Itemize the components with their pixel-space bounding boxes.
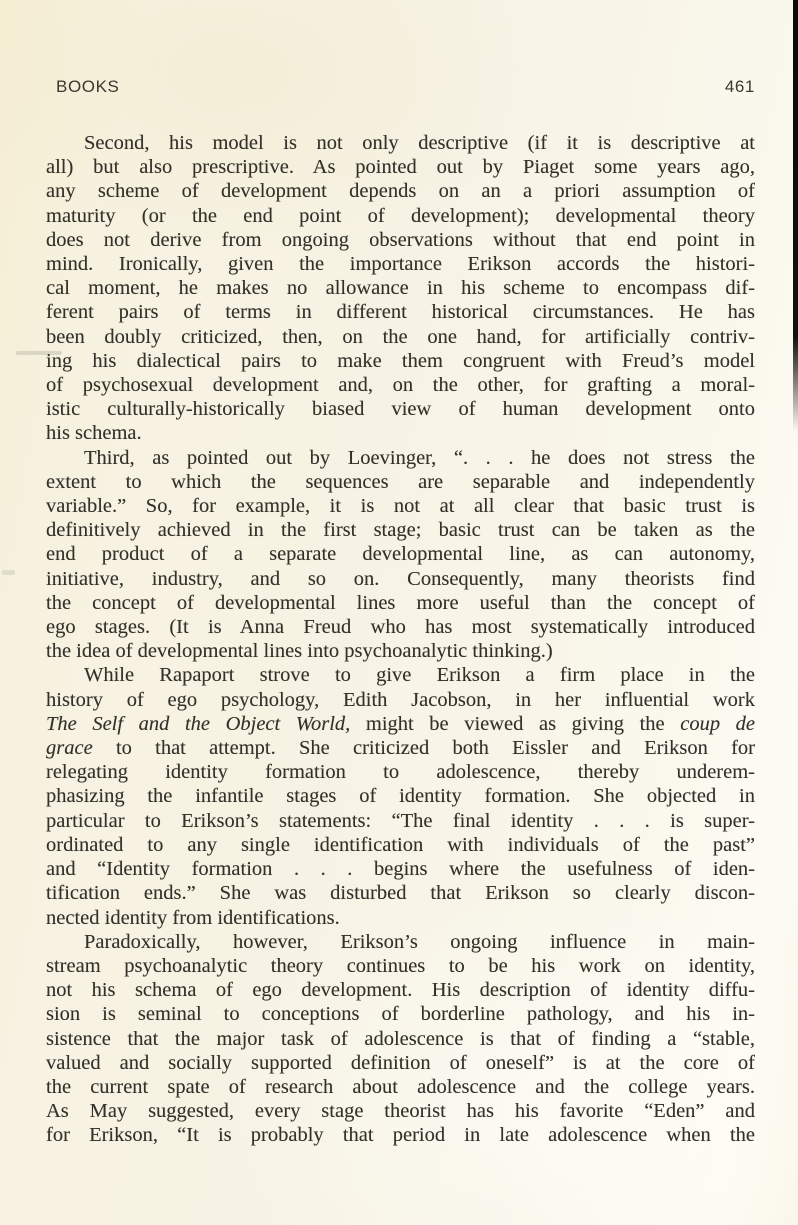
text-line: Second, his model is not only descriptive (if it is descriptive at (84, 132, 755, 154)
text-line: history of ego psychology, Edith Jacobson, in her influential work (46, 688, 755, 711)
section-label: BOOKS (56, 77, 120, 96)
text-line: ing his dialectical pairs to make them congruent with Freud’s model (46, 349, 755, 372)
text-line: the idea of developmental lines into psychoanalytic thinking.) (46, 640, 553, 663)
text-line: While Rapaport strove to give Erikson a firm place in the (84, 664, 755, 687)
text-line: of psychosexual development and, on the other, for grafting a moral- (46, 374, 755, 397)
text-segment: to that attempt. She criticized both Eissler and Erikson for (115, 737, 755, 760)
running-head (56, 77, 755, 97)
text-line: stream psychoanalytic theory continues to be his work on identity, (46, 954, 755, 977)
text-line: definitively achieved in the first stage; basic trust can be taken as the (46, 519, 755, 542)
text-line: all) but also prescriptive. As pointed out by Piaget some years ago, (46, 156, 755, 179)
text-line-with-italic (46, 736, 755, 760)
text-line: relegating identity formation to adolescence, thereby underem- (46, 761, 755, 784)
text-line: for Erikson, “It is probably that period in late adolescence when the (46, 1124, 755, 1147)
text-segment: might be viewed as giving the (365, 712, 665, 735)
text-line: been doubly criticized, then, on the one hand, for artificially contriv- (46, 325, 755, 348)
text-line: the current spate of research about adolescence and the college years. (46, 1075, 755, 1098)
text-line: extent to which the sequences are separable and independently (46, 470, 755, 493)
paragraph-1 (46, 131, 755, 446)
text-line-with-book-title (46, 712, 755, 736)
margin-scan-mark (2, 570, 15, 575)
text-line: variable.” So, for example, it is not at all clear that basic trust is (46, 495, 755, 518)
page-number: 461 (724, 77, 755, 96)
text-line: nected identity from identifications. (46, 906, 340, 929)
paragraph-3 (46, 663, 755, 929)
text-line: maturity (or the end point of development); developmental theory (46, 204, 755, 227)
text-line: and “Identity formation . . . begins where the usefulness of iden- (46, 858, 755, 881)
paragraph-2 (46, 446, 755, 664)
text-line: Third, as pointed out by Loevinger, “. . . he does not stress the (84, 446, 755, 469)
text-line: As May suggested, every stage theorist has his favorite “Eden” and (46, 1100, 755, 1123)
text-line: istic culturally-historically biased view of human development onto (46, 398, 755, 421)
text-line: ego stages. (It is Anna Freud who has most systematically introduced (46, 616, 755, 639)
text-line: does not derive from ongoing observations without that end point in (46, 228, 755, 251)
text-line: sion is seminal to conceptions of borderline pathology, and his in- (46, 1003, 755, 1026)
text-line: sistence that the major task of adolescence is that of finding a “stable, (46, 1027, 755, 1050)
body-text (46, 131, 755, 1148)
text-line: Paradoxically, however, Erikson’s ongoing influence in main- (84, 930, 755, 953)
text-line: particular to Erikson’s statements: “The final identity . . . is super- (46, 809, 755, 832)
text-line: phasizing the infantile stages of identity formation. She objected in (46, 785, 755, 808)
text-line: end product of a separate developmental line, as can autonomy, (46, 543, 755, 566)
text-line: initiative, industry, and so on. Consequently, many theorists find (46, 567, 755, 590)
text-line: ferent pairs of terms in different historical circumstances. He has (46, 301, 755, 324)
text-line: tification ends.” She was disturbed that Erikson so clearly discon- (46, 882, 755, 905)
paragraph-4 (46, 930, 755, 1148)
text-line: any scheme of development depends on an a priori assumption of (46, 180, 755, 203)
text-line: valued and socially supported definition of oneself” is at the core of (46, 1051, 755, 1074)
scan-edge-artifact (793, 0, 798, 432)
book-title-italic: The Self and the Object World, (46, 712, 351, 735)
grace-italic: grace (46, 737, 93, 760)
coup-de-italic: coup de (680, 712, 756, 735)
text-line: the concept of developmental lines more useful than the concept of (46, 591, 755, 614)
text-line: ordinated to any single identification with individuals of the past” (46, 833, 755, 856)
text-line: not his schema of ego development. His description of identity diffu- (46, 979, 755, 1002)
text-line: mind. Ironically, given the importance Erikson accords the histori- (46, 253, 755, 276)
text-line: his schema. (46, 422, 142, 445)
text-line: cal moment, he makes no allowance in his scheme to encompass dif- (46, 277, 755, 300)
